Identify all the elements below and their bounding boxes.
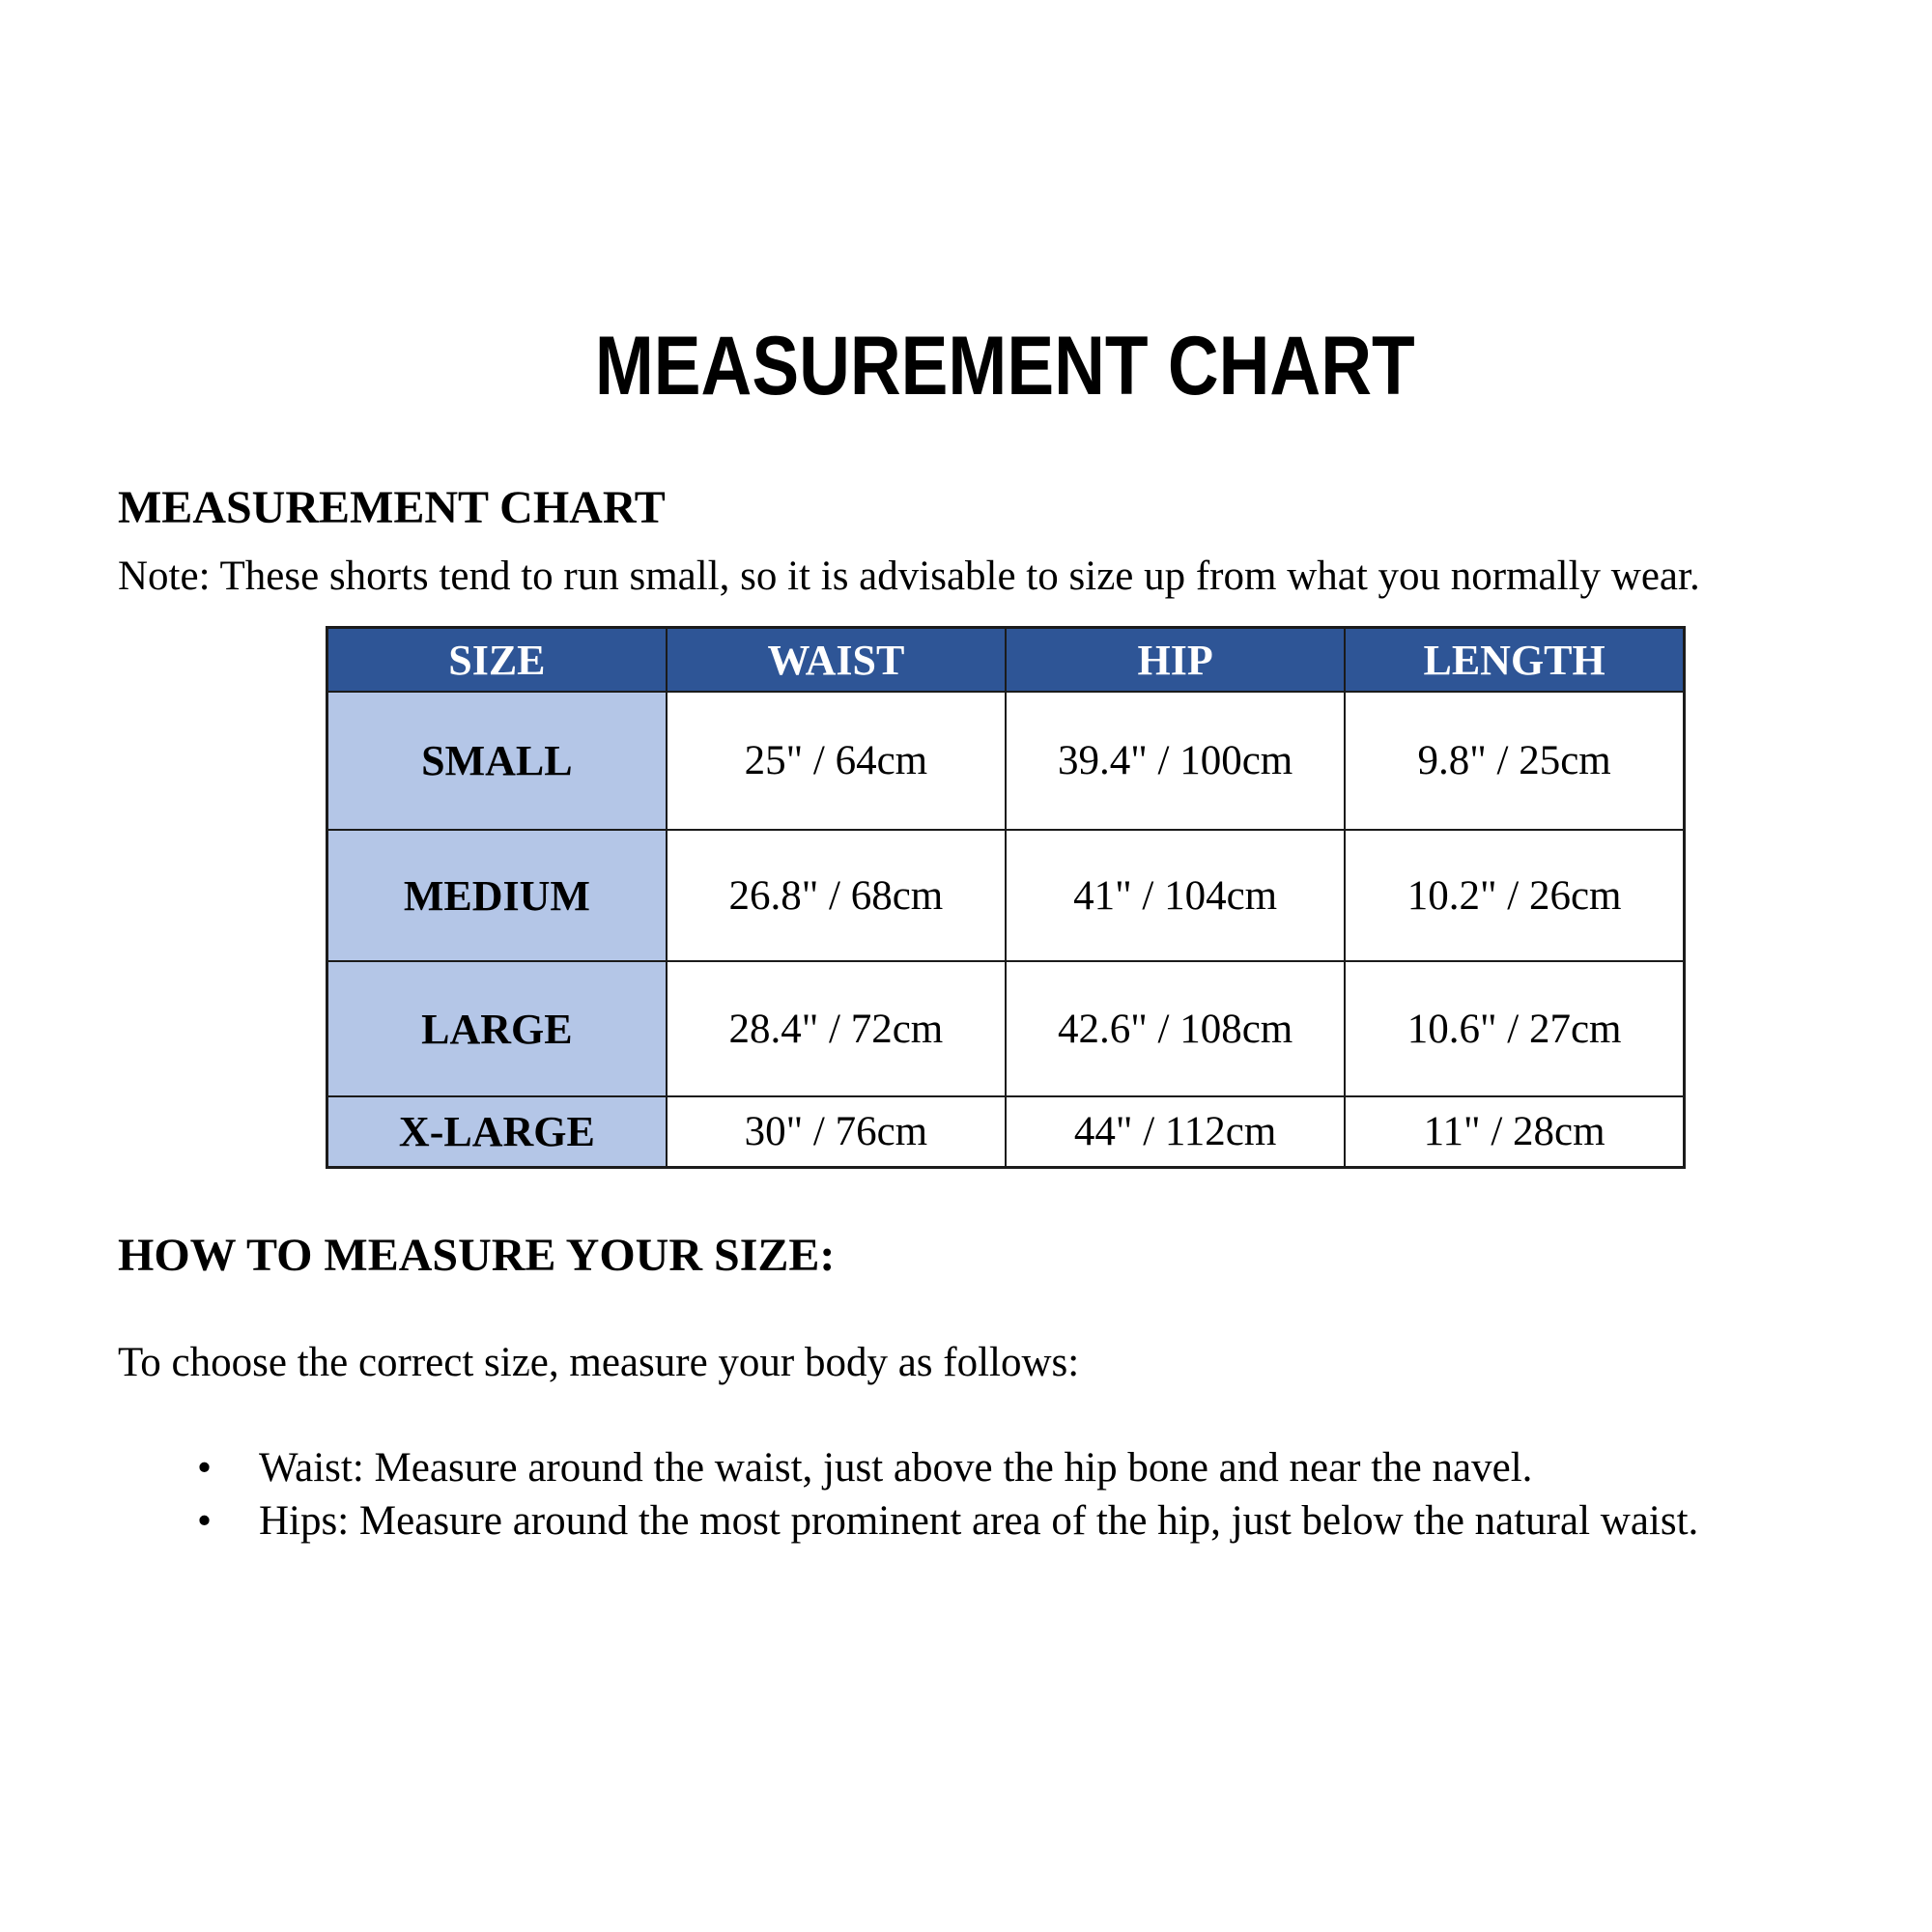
- bullet-icon: •: [197, 1498, 213, 1544]
- bullet-text: Hips: Measure around the most prominent area of the hip, just below the natural waist.: [259, 1498, 1699, 1544]
- size-cell: MEDIUM: [327, 830, 667, 961]
- intro-text: To choose the correct size, measure your body as follows:: [118, 1340, 1080, 1385]
- bullet-text: Waist: Measure around the waist, just above the hip bone and near the navel.: [259, 1445, 1533, 1491]
- header-cell-size: SIZE: [327, 628, 667, 693]
- length-cell: 10.2" / 26cm: [1345, 830, 1684, 961]
- table-row: [327, 830, 1685, 961]
- size-table: [326, 626, 1686, 1169]
- hip-cell: 39.4" / 100cm: [1006, 692, 1345, 830]
- size-cell: SMALL: [327, 692, 667, 830]
- length-cell: 11" / 28cm: [1345, 1096, 1684, 1168]
- hip-cell: 42.6" / 108cm: [1006, 961, 1345, 1096]
- table-row: [327, 961, 1685, 1096]
- hip-cell: 44" / 112cm: [1006, 1096, 1345, 1168]
- bullet-list: [197, 1441, 1699, 1548]
- hip-cell: 41" / 104cm: [1006, 830, 1345, 961]
- table-header-row: [327, 628, 1685, 693]
- document-title-text: MEASUREMENT CHART: [594, 320, 1415, 412]
- table-row: [327, 692, 1685, 830]
- bullet-icon: •: [197, 1445, 213, 1491]
- waist-cell: 25" / 64cm: [667, 692, 1006, 830]
- waist-cell: 30" / 76cm: [667, 1096, 1006, 1168]
- length-cell: 9.8" / 25cm: [1345, 692, 1684, 830]
- table-row: [327, 1096, 1685, 1168]
- document-title: [118, 321, 1891, 412]
- note-text: Note: These shorts tend to run small, so it is advisable to size up from what you normally wear.: [118, 554, 1700, 599]
- bullet-item: [197, 1441, 1698, 1494]
- measurement-chart-heading: MEASUREMENT CHART: [118, 482, 666, 533]
- header-cell-hip: HIP: [1006, 628, 1345, 693]
- header-cell-waist: WAIST: [667, 628, 1006, 693]
- waist-cell: 28.4" / 72cm: [667, 961, 1006, 1096]
- length-cell: 10.6" / 27cm: [1345, 961, 1684, 1096]
- bullet-item: [197, 1494, 1699, 1548]
- waist-cell: 26.8" / 68cm: [667, 830, 1006, 961]
- size-cell: LARGE: [327, 961, 667, 1096]
- how-to-measure-heading: HOW TO MEASURE YOUR SIZE:: [118, 1230, 836, 1281]
- header-cell-length: LENGTH: [1345, 628, 1684, 693]
- size-cell: X-LARGE: [327, 1096, 667, 1168]
